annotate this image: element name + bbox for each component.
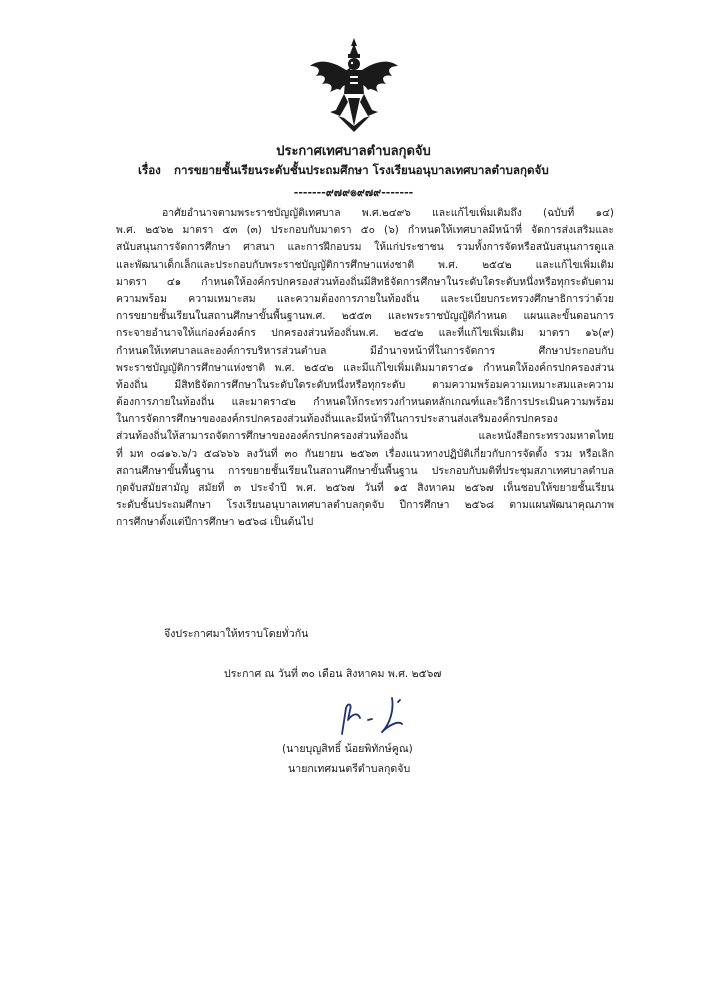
subject-text: การขยายชั้นเรียนระดับชั้นประถมศึกษา โรงเรียนอนุบาลเทศบาลตำบลกุดจับ [174, 163, 549, 177]
body-line: ท้องถิ่น มีสิทธิจัดการศึกษาในระดับใดระดับหนึ่งหรือทุกระดับ ตามความพร้อมความเหมาะสมและความ [116, 378, 614, 391]
document-title: ประกาศเทศบาลตำบลกุดจับ [276, 144, 431, 159]
body-line: พระราชบัญญัติการศึกษาแห่งชาติ พ.ศ. ๒๕๔๒ และมีแก้ไขเพิ่มเติมมาตรา๔๑ กำหนดให้องค์กรปกครองส่วน [116, 361, 614, 374]
body-line: สถานศึกษาขั้นพื้นฐาน การขยายชั้นเรียนในสถานศึกษาขั้นพื้นฐาน ประกอบกับมติที่ประชุมสภาเทศบาลตำบล [116, 464, 614, 477]
body-line: ส่วนท้องถิ่นให้สามารถจัดการศึกษาขององค์กรปกครองส่วนท้องถิ่น และหนังสือกระทรวงมหาดไทย [116, 430, 614, 443]
body-line: ที่ มท ๐๘๑๖.๖/ว ๕๘๖๖๖ ลงวันที่ ๓๐ กันยายน ๒๕๖๓ เรื่องแนวทางปฏิบัติเกี่ยวกับการจัดตั้ง รวม หรือเลิก [116, 447, 614, 460]
body-line: สนับสนุนการจัดการศึกษา ศาสนา และการฝึกอบรม ให้แก่ประชาชน รวมทั้งการจัดหรือสนับสนุนการดูแล [116, 241, 614, 254]
closing-statement: จึงประกาศมาให้ทราบโดยทั่วกัน [164, 628, 309, 640]
body-line: มาตรา ๔๑ กำหนดให้องค์กรปกครองส่วนท้องถิ่นมีสิทธิจัดการศึกษาในระดับใดระดับหนึ่งหรือทุกระดับตาม [116, 275, 614, 288]
ornamental-divider: -------๙๗๙๏๙๗๙------- [293, 186, 414, 199]
body-line: อาศัยอำนาจตามพระราชบัญญัติเทศบาล พ.ศ.๒๔๙๖ และแก้ไขเพิ่มเติมถึง (ฉบับที่ ๑๔) [162, 207, 614, 219]
garuda-emblem-icon [306, 36, 402, 138]
document-subject [138, 162, 658, 180]
body-line: และพัฒนาเด็กเล็กและประกอบกับพระราชบัญญัติการศึกษาแห่งชาติ พ.ศ. ๒๕๔๒ และแก้ไขเพิ่มเติม [116, 258, 614, 271]
body-line: การศึกษาตั้งแต่ปีการศึกษา ๒๕๖๘ เป็นต้นไป [116, 516, 314, 529]
body-line: การขยายชั้นเรียนในสถานศึกษาขั้นพื้นฐานพ.ศ. ๒๕๕๓ และพระราชบัญญัติกำหนด แผนและขั้นตอนการ [116, 310, 614, 323]
body-text [116, 205, 614, 532]
announcement-date: ประกาศ ณ วันที่ ๓๐ เดือน สิงหาคม พ.ศ. ๒๕๖๗ [224, 668, 442, 680]
body-line: กระจายอำนาจให้แก่องค์องค์กร ปกครองส่วนท้องถิ่นพ.ศ. ๒๕๔๒ และที่แก้ไขเพิ่มเติม มาตรา ๑๖(๙) [116, 327, 614, 340]
handwritten-signature [328, 690, 428, 740]
subject-label: เรื่อง [138, 163, 161, 177]
body-line: กำหนดให้เทศบาลและองค์การบริหารส่วนตำบล มีอำนาจหน้าที่ในการจัดการ ศึกษาประกอบกับ [116, 344, 614, 357]
body-line: ระดับชั้นประถมศึกษา โรงเรียนอนุบาลเทศบาลตำบลกุดจับ ปีการศึกษา ๒๕๖๘ ตามแผนพัฒนาคุณภาพ [116, 499, 614, 512]
body-line: กุดจับสมัยสามัญ สมัยที่ ๓ ประจำปี พ.ศ. ๒๕๖๗ วันที่ ๑๕ สิงหาคม ๒๕๖๗ เห็นชอบให้ขยายชั้นเรียน [116, 482, 614, 494]
body-line: ในการจัดการศึกษาขององค์กรปกครองส่วนท้องถิ่นและมีหน้าที่ในการประสานส่งเสริมองค์กรปกครอง [116, 413, 558, 426]
body-line: พ.ศ. ๒๕๖๒ มาตรา ๕๓ (๓) ประกอบกับมาตรา ๕๐ (๖) กำหนดให้เทศบาลมีหน้าที่ จัดการส่งเสริมและ [116, 224, 614, 237]
signer-position: นายกเทศมนตรีตำบลกุดจับ [288, 763, 411, 775]
body-line: ต้องการภายในท้องถิ่น และมาตรา๔๒ กำหนดให้กระทรวงกำหนดหลักเกณฑ์และวิธีการประเมินความพร้อม [116, 396, 614, 409]
signer-name: (นายบุญสิทธิ์ น้อยพิทักษ์คูณ) [282, 743, 413, 755]
body-line: ความพร้อม ความเหมาะสม และความต้องการภายในท้องถิ่น และระเบียบกระทรวงศึกษาธิการว่าด้วย [116, 292, 614, 305]
